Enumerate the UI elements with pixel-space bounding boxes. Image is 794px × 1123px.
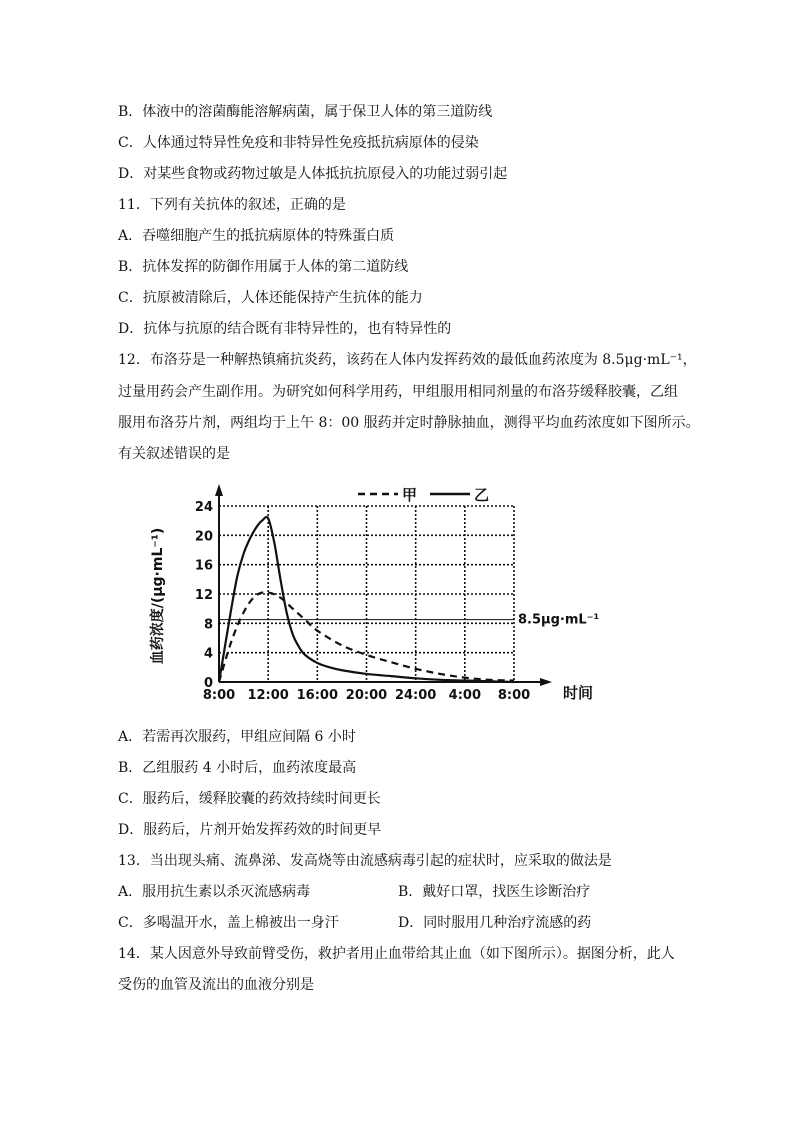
question-13-row-1 (118, 882, 591, 902)
chart-axes (215, 484, 552, 686)
y-tick-label: 16 (194, 558, 213, 574)
legend-label: 乙 (474, 486, 490, 504)
option-12-c: C．服药后，缓释胶囊的药效持续时间更长 (118, 791, 381, 807)
x-tick-label: 24:00 (394, 688, 437, 703)
question-12-stem: 有关叙述错误的是 (118, 446, 230, 462)
option-11-c: C．抗原被清除后，人体还能保持产生抗体的能力 (118, 290, 423, 306)
question-14-stem: 受伤的血管及流出的血液分别是 (118, 977, 314, 993)
blood-concentration-chart (140, 476, 620, 708)
question-12-stem: 服用布洛芬片剂，两组均于上午 8：00 服药并定时静脉抽血，测得平均血药浓度如下图所示。 (118, 415, 700, 431)
question-11-stem: 11．下列有关抗体的叙述，正确的是 (118, 197, 346, 213)
series-line-甲 (219, 592, 514, 682)
x-tick-label: 16:00 (296, 688, 339, 703)
question-13-row-2 (118, 913, 592, 933)
y-tick-label: 8 (203, 617, 213, 633)
option-13-b: B．戴好口罩，找医生诊断治疗 (398, 884, 591, 900)
y-axis-arrow (215, 484, 223, 496)
legend-label: 甲 (402, 486, 418, 504)
text-line: C．人体通过特异性免疫和非特异性免疫抵抗病原体的侵染 (118, 135, 479, 151)
chart-legend (358, 486, 489, 504)
x-tick-label: 12:00 (247, 688, 289, 703)
y-tick-label: 24 (194, 500, 213, 515)
option-11-b: B．抗体发挥的防御作用属于人体的第二道防线 (118, 259, 409, 275)
option-11-a: A．吞噬细胞产生的抵抗病原体的特殊蛋白质 (118, 228, 395, 244)
option-13-c: C．多喝温开水，盖上棉被出一身汗 (118, 915, 339, 931)
question-13-stem: 13．当出现头痛、流鼻涕、发高烧等由流感病毒引起的症状时，应采取的做法是 (118, 853, 612, 869)
x-tick-label: 8:00 (202, 688, 236, 703)
question-12-stem: 12．布洛芬是一种解热镇痛抗炎药，该药在人体内发挥药效的最低血药浓度为 8.5μg·mL⁻¹， (118, 352, 697, 368)
text-line: D．对某些食物或药物过敏是人体抵抗抗原侵入的功能过弱引起 (118, 166, 508, 182)
question-14-stem: 14．某人因意外导致前臂受伤，救护者用止血带给其止血（如下图所示）。据图分析，此人 (118, 946, 675, 962)
y-tick-label: 20 (194, 529, 213, 545)
option-13-d: D．同时服用几种治疗流感的药 (398, 915, 592, 931)
chart-grid (219, 506, 514, 682)
x-tick-label: 4:00 (448, 688, 482, 703)
question-12-stem: 过量用药会产生副作用。为研究如何科学用药，甲组服用相同剂量的布洛芬缓释胶囊，乙组 (118, 384, 678, 400)
threshold-line (219, 613, 599, 628)
option-13-a: A．服用抗生素以杀灭流感病毒 (118, 884, 311, 900)
option-12-d: D．服药后，片剂开始发挥药效的时间更早 (118, 822, 382, 838)
option-11-d: D．抗体与抗原的结合既有非特异性的，也有特异性的 (118, 321, 452, 337)
y-tick-label: 0 (203, 676, 213, 691)
threshold-label: 8.5μg·mL⁻¹ (518, 612, 600, 628)
text-line: B．体液中的溶菌酶能溶解病菌，属于保卫人体的第三道防线 (118, 104, 493, 120)
option-12-a: A．若需再次服药，甲组应间隔 6 小时 (118, 729, 356, 745)
x-axis-label: 时间 (563, 684, 594, 702)
y-tick-label: 4 (203, 646, 213, 662)
x-tick-label: 8:00 (497, 688, 531, 703)
option-12-b: B．乙组服药 4 小时后，血药浓度最高 (118, 760, 357, 776)
y-tick-label: 12 (194, 588, 213, 603)
x-tick-label: 20:00 (345, 688, 388, 703)
y-axis-label: 血药浓度/(μg·mL⁻¹) (150, 527, 166, 665)
x-axis-arrow (540, 678, 552, 686)
